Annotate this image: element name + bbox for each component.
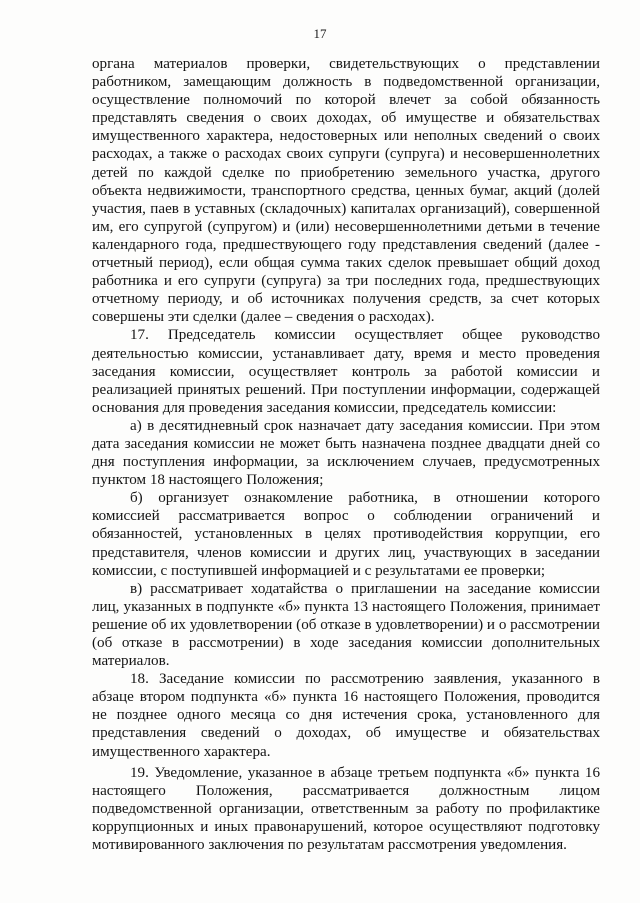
paragraph-17-v: в) рассматривает ходатайства о приглашении на заседание комиссии лиц, указанных в подпункте «б» пункта 13 настоящего Положения, принимает решение об их удовлетворении (об отказе в удовлетворении) и о рассмотрении (об отказе в рассмотрении) в ходе заседания комиссии дополнительных материалов. xyxy=(92,580,600,670)
paragraph-19: 19. Уведомление, указанное в абзаце третьем подпункта «б» пункта 16 настоящего Положения, рассматривается должностным лицом подведомственной организации, ответственным за работу по профилактике коррупционных и иных правонарушений, которое осуществляют подготовку мотивированного заключения по результатам рассмотрения уведомления. xyxy=(92,764,600,854)
paragraph-17-a: а) в десятидневный срок назначает дату заседания комиссии. При этом дата заседания комиссии не может быть назначена позднее двадцати дней со дня поступления информации, за исключением случаев, предусмотренных пунктом 18 настоящего Положения; xyxy=(92,417,600,489)
document-body xyxy=(92,55,600,854)
paragraph-17-b: б) организует ознакомление работника, в отношении которого комиссией рассматривается вопрос о соблюдении ограничений и обязанностей, установленных в целях противодействия коррупции, его представителя, членов комиссии и других лиц, участвующих в заседании комиссии, с поступившей информацией и с результатами ее проверки; xyxy=(92,490,600,579)
page-number: 17 xyxy=(313,26,327,41)
paragraph-18: 18. Заседание комиссии по рассмотрению заявления, указанного в абзаце втором подпункта «б» пункта 16 настоящего Положения, проводится не позднее одного месяца со дня истечения срока, установленного для представления сведений о доходах, об имуществе и обязательствах имущественного характера. xyxy=(92,671,600,760)
paragraph-17: 17. Председатель комиссии осуществляет общее руководство деятельностью комиссии, устанавливает дату, время и место проведения заседания комиссии, осуществляет контроль за работой комиссии и реализацией принятых решений. При поступлении информации, содержащей основания для проведения заседания комиссии, председатель комиссии: xyxy=(92,327,600,416)
paragraph-continuation: органа материалов проверки, свидетельствующих о представлении работником, замещающим должность в подведомственной организации, осуществление полномочий по которой влечет за собой обязанность представлять сведения о своих доходах, об имуществе и обязательствах имущественного характера, недостоверных или неполных сведений о своих расходах, а также о расходах своих супруги (супруга) и несовершеннолетних детей по каждой сделке по приобретению земельного участка, другого объекта недвижимости, транспортного средства, ценных бумаг, акций (долей участия, паев в уставных (складочных) капиталах организаций), совершенной им, его супругой (супругом) и (или) несовершеннолетними детьми в течение календарного года, предшествующего году представления сведений (далее - отчетный период), если общая сумма таких сделок превышает общий доход работника и его супруги (супруга) за три последних года, предшествующих отчетному периоду, и об источниках получения средств, за счет которых совершены эти сделки (далее – сведения о расходах). xyxy=(92,56,600,326)
